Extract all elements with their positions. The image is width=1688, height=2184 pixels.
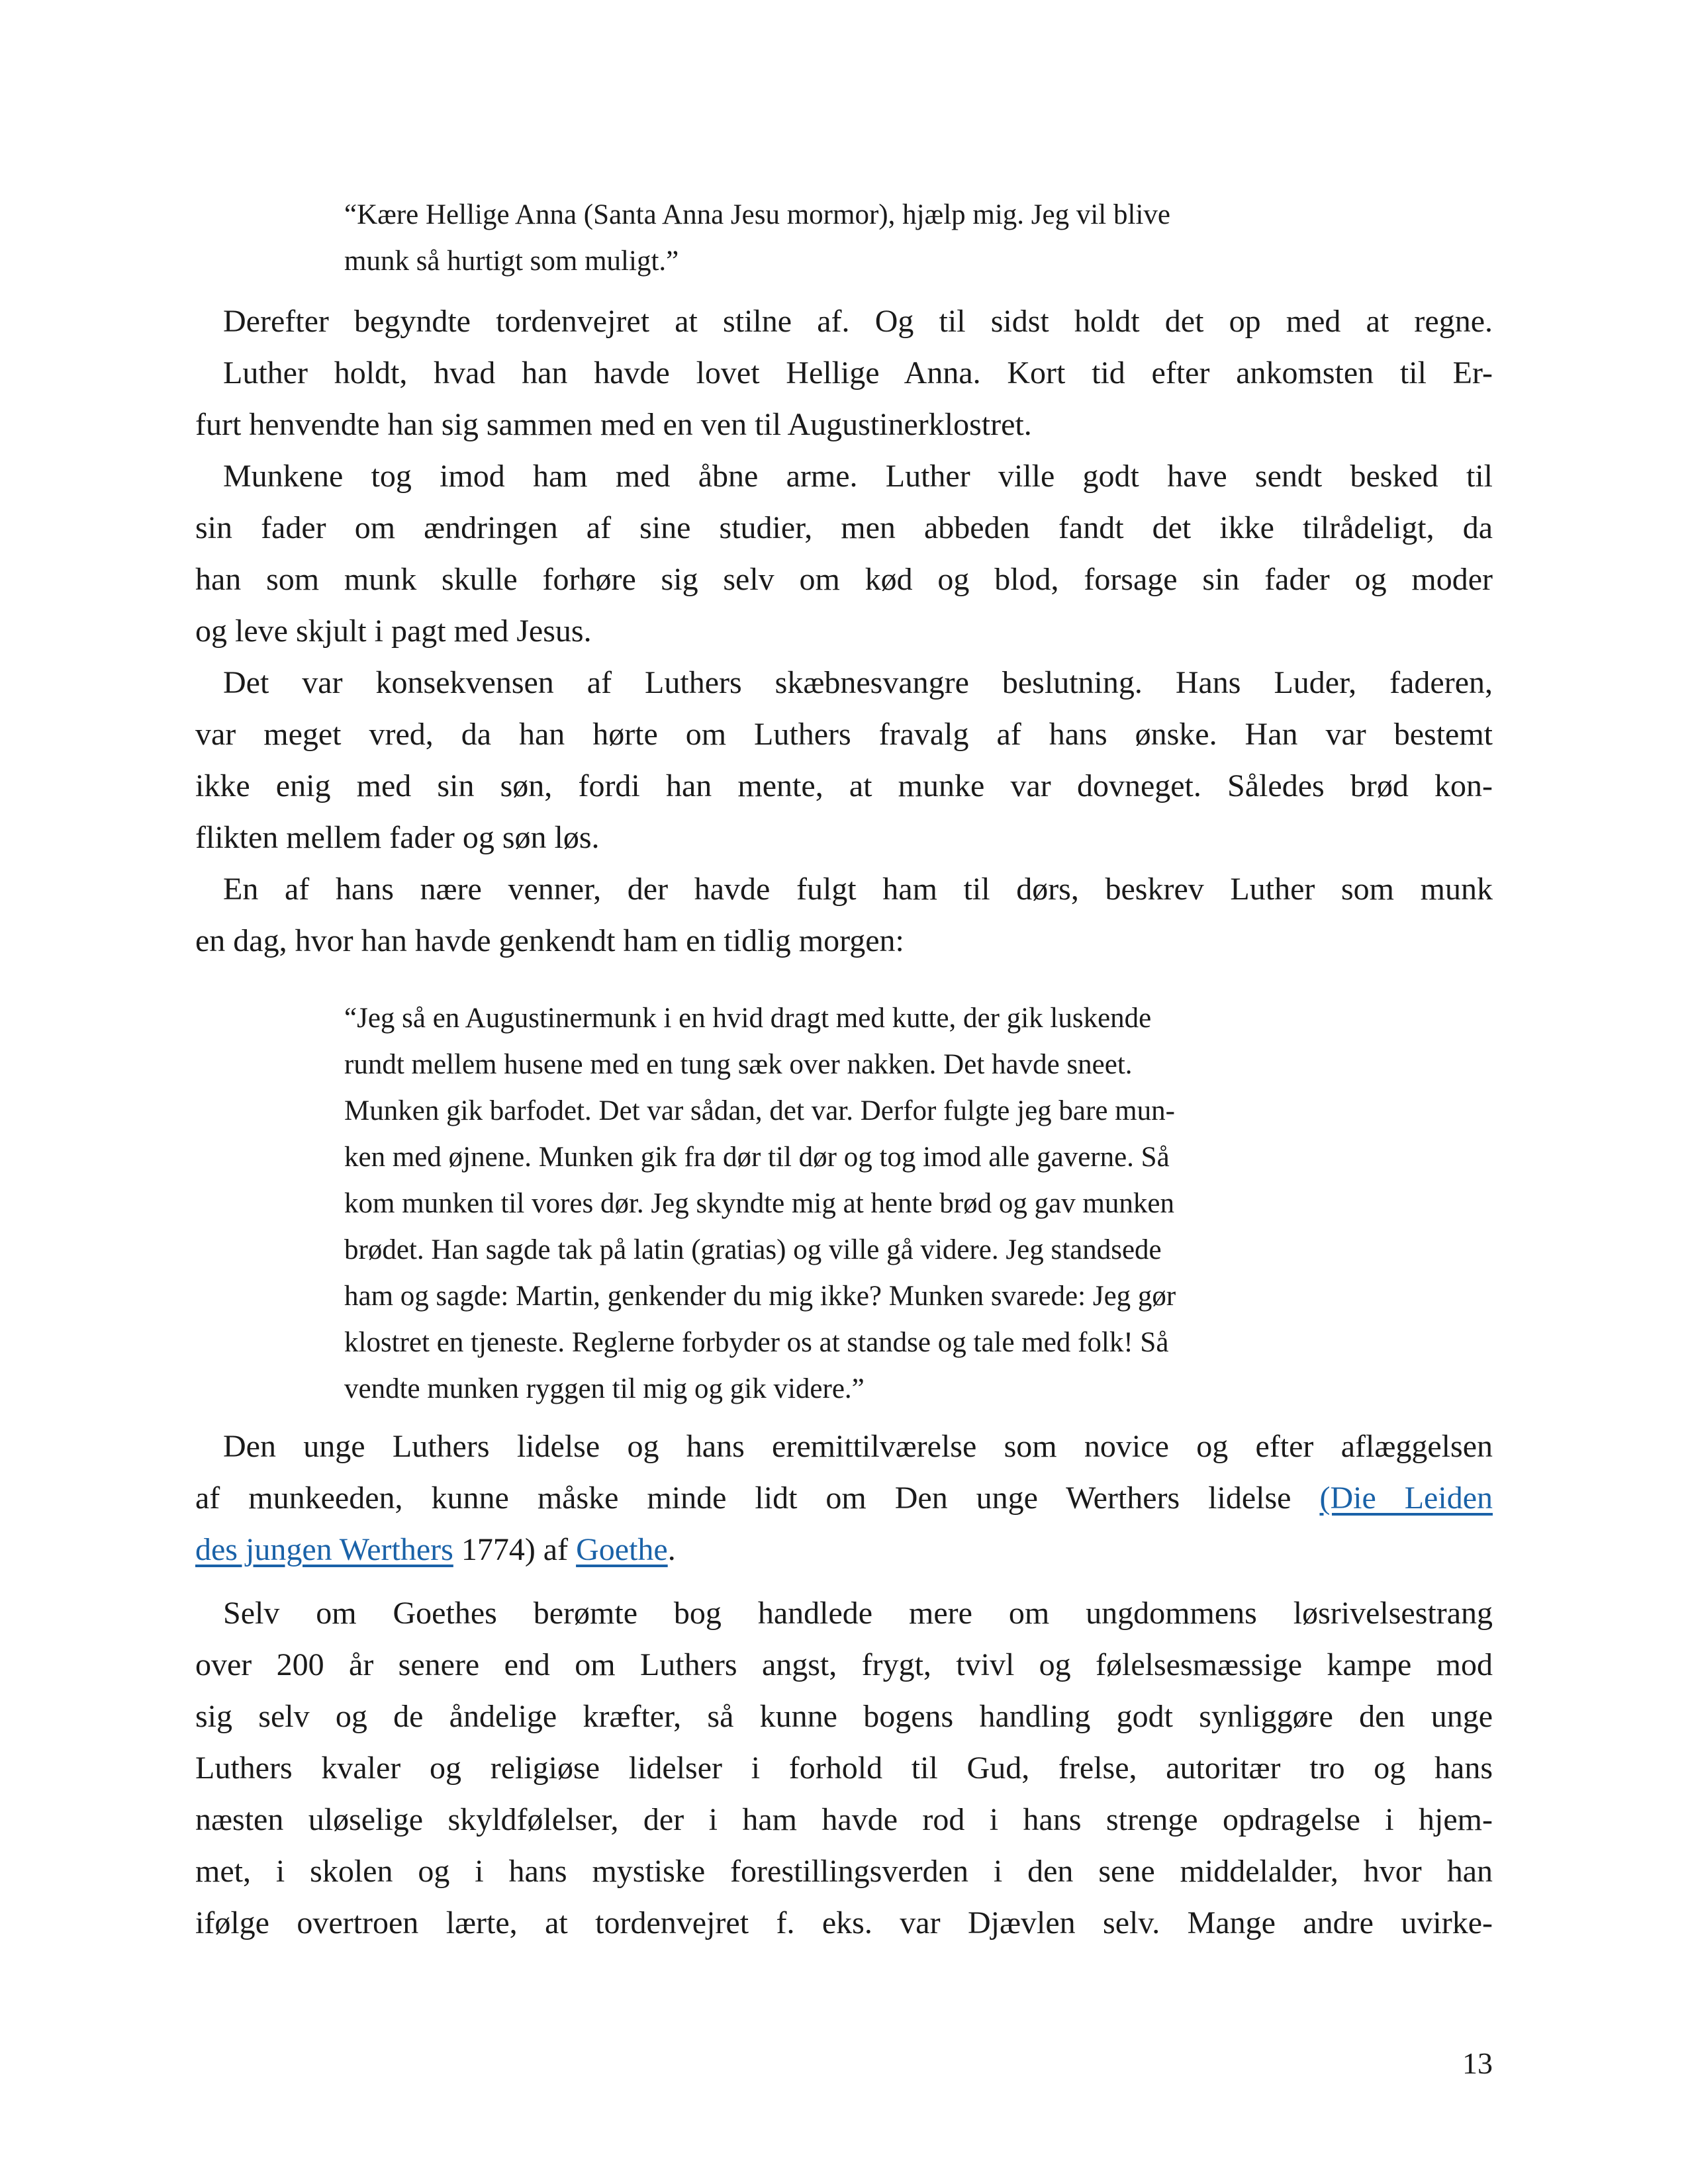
text-line: furt henvendte han sig sammen med en ven til Augustinerklostret. (195, 407, 1032, 442)
text-line: klostret en tjeneste. Reglerne forbyder os at standse og tale med folk! Så (344, 1327, 1169, 1358)
text-line: Luther holdt, hvad han havde lovet Hellige Anna. Kort tid efter ankomsten til Er- (223, 355, 1493, 390)
text-line: og leve skjult i pagt med Jesus. (195, 614, 592, 649)
text-line (195, 1524, 1493, 1576)
text-line: en dag, hvor han havde genkendt ham en tidlig morgen: (195, 923, 904, 958)
text-line: Derefter begyndte tordenvejret at stilne af. Og til sidst holdt det op med at regne. (223, 304, 1493, 339)
para-derefter (195, 296, 1493, 347)
text-line: var meget vred, da han hørte om Luthers fravalg af hans ønske. Han var bestemt (195, 717, 1493, 752)
die-leiden-link-part2[interactable]: des jungen Werthers (195, 1532, 453, 1567)
document-content (195, 192, 1493, 1949)
para-luther-holdt (195, 347, 1493, 451)
text-line: rundt mellem husene med en tung sæk over nakken. Det havde sneet. (344, 1049, 1133, 1080)
text-line: “Jeg så en Augustinermunk i en hvid dragt med kutte, der gik luskende (344, 1003, 1152, 1034)
text-segment: af munkeeden, kunne måske minde lidt om Den unge Werthers lidelse (195, 1480, 1320, 1516)
text-line: brødet. Han sagde tak på latin (gratias) og ville gå videre. Jeg standsede (344, 1234, 1162, 1265)
text-line (195, 1473, 1493, 1524)
para-konsekvensen (195, 657, 1493, 864)
text-line: ifølge overtroen lærte, at tordenvejret f. eks. var Djævlen selv. Mange andre uvirke- (195, 1905, 1493, 1940)
text-line: Munken gik barfodet. Det var sådan, det var. Derfor fulgte jeg bare mun- (344, 1095, 1175, 1126)
text-line: munk så hurtigt som muligt.” (344, 246, 679, 277)
goethe-link[interactable]: Goethe (576, 1532, 668, 1567)
text-line: Det var konsekvensen af Luthers skæbnesvangre beslutning. Hans Luder, faderen, (223, 665, 1493, 700)
text-line: ikke enig med sin søn, fordi han mente, at munke var dovneget. Således brød kon- (195, 768, 1493, 803)
text-line: Munkene tog imod ham med åbne arme. Luther ville godt have sendt besked til (223, 459, 1493, 494)
para-en-af-hans (195, 864, 1493, 967)
text-line: vendte munken ryggen til mig og gik videre.” (344, 1373, 865, 1404)
text-line: Den unge Luthers lidelse og hans eremittilværelse som novice og efter aflæggelsen (223, 1429, 1493, 1464)
text-line: næsten uløselige skyldfølelser, der i ham havde rod i hans strenge opdragelse i hjem- (195, 1802, 1493, 1837)
text-line: kom munken til vores dør. Jeg skyndte mig at hente brød og gav munken (344, 1188, 1174, 1219)
text-line: En af hans nære venner, der havde fulgt ham til dørs, beskrev Luther som munk (223, 872, 1493, 907)
text-line: ken med øjnene. Munken gik fra dør til dør og tog imod alle gaverne. Så (344, 1142, 1170, 1173)
text-line: ham og sagde: Martin, genkender du mig ikke? Munken svarede: Jeg gør (344, 1281, 1176, 1312)
page-number: 13 (1462, 2046, 1493, 2080)
anna-quote (344, 192, 1493, 285)
para-den-unge (195, 1421, 1493, 1576)
text-segment: 1774) af (453, 1532, 577, 1567)
para-munkene (195, 451, 1493, 657)
text-line: flikten mellem fader og søn løs. (195, 820, 600, 855)
para-selv-om (195, 1588, 1493, 1949)
text-line: Selv om Goethes berømte bog handlede mere om ungdommens løsrivelsestrang (223, 1596, 1493, 1631)
text-line: “Kære Hellige Anna (Santa Anna Jesu mormor), hjælp mig. Jeg vil blive (344, 199, 1170, 230)
text-line: met, i skolen og i hans mystiske forestillingsverden i den sene middelalder, hvor han (195, 1854, 1493, 1889)
text-line: han som munk skulle forhøre sig selv om kød og blod, forsage sin fader og moder (195, 562, 1493, 597)
die-leiden-link-part1[interactable]: (Die Leiden (1319, 1480, 1493, 1516)
text-line: over 200 år senere end om Luthers angst, frygt, tvivl og følelsesmæssige kampe mod (195, 1647, 1493, 1682)
text-line: sin fader om ændringen af sine studier, men abbeden fandt det ikke tilrådeligt, da (195, 510, 1493, 545)
text-line: sig selv og de åndelige kræfter, så kunne bogens handling godt synliggøre den unge (195, 1699, 1493, 1734)
text-segment: . (667, 1532, 676, 1567)
text-line: Luthers kvaler og religiøse lidelser i forhold til Gud, frelse, autoritær tro og hans (195, 1751, 1493, 1786)
monk-quote (344, 995, 1493, 1412)
